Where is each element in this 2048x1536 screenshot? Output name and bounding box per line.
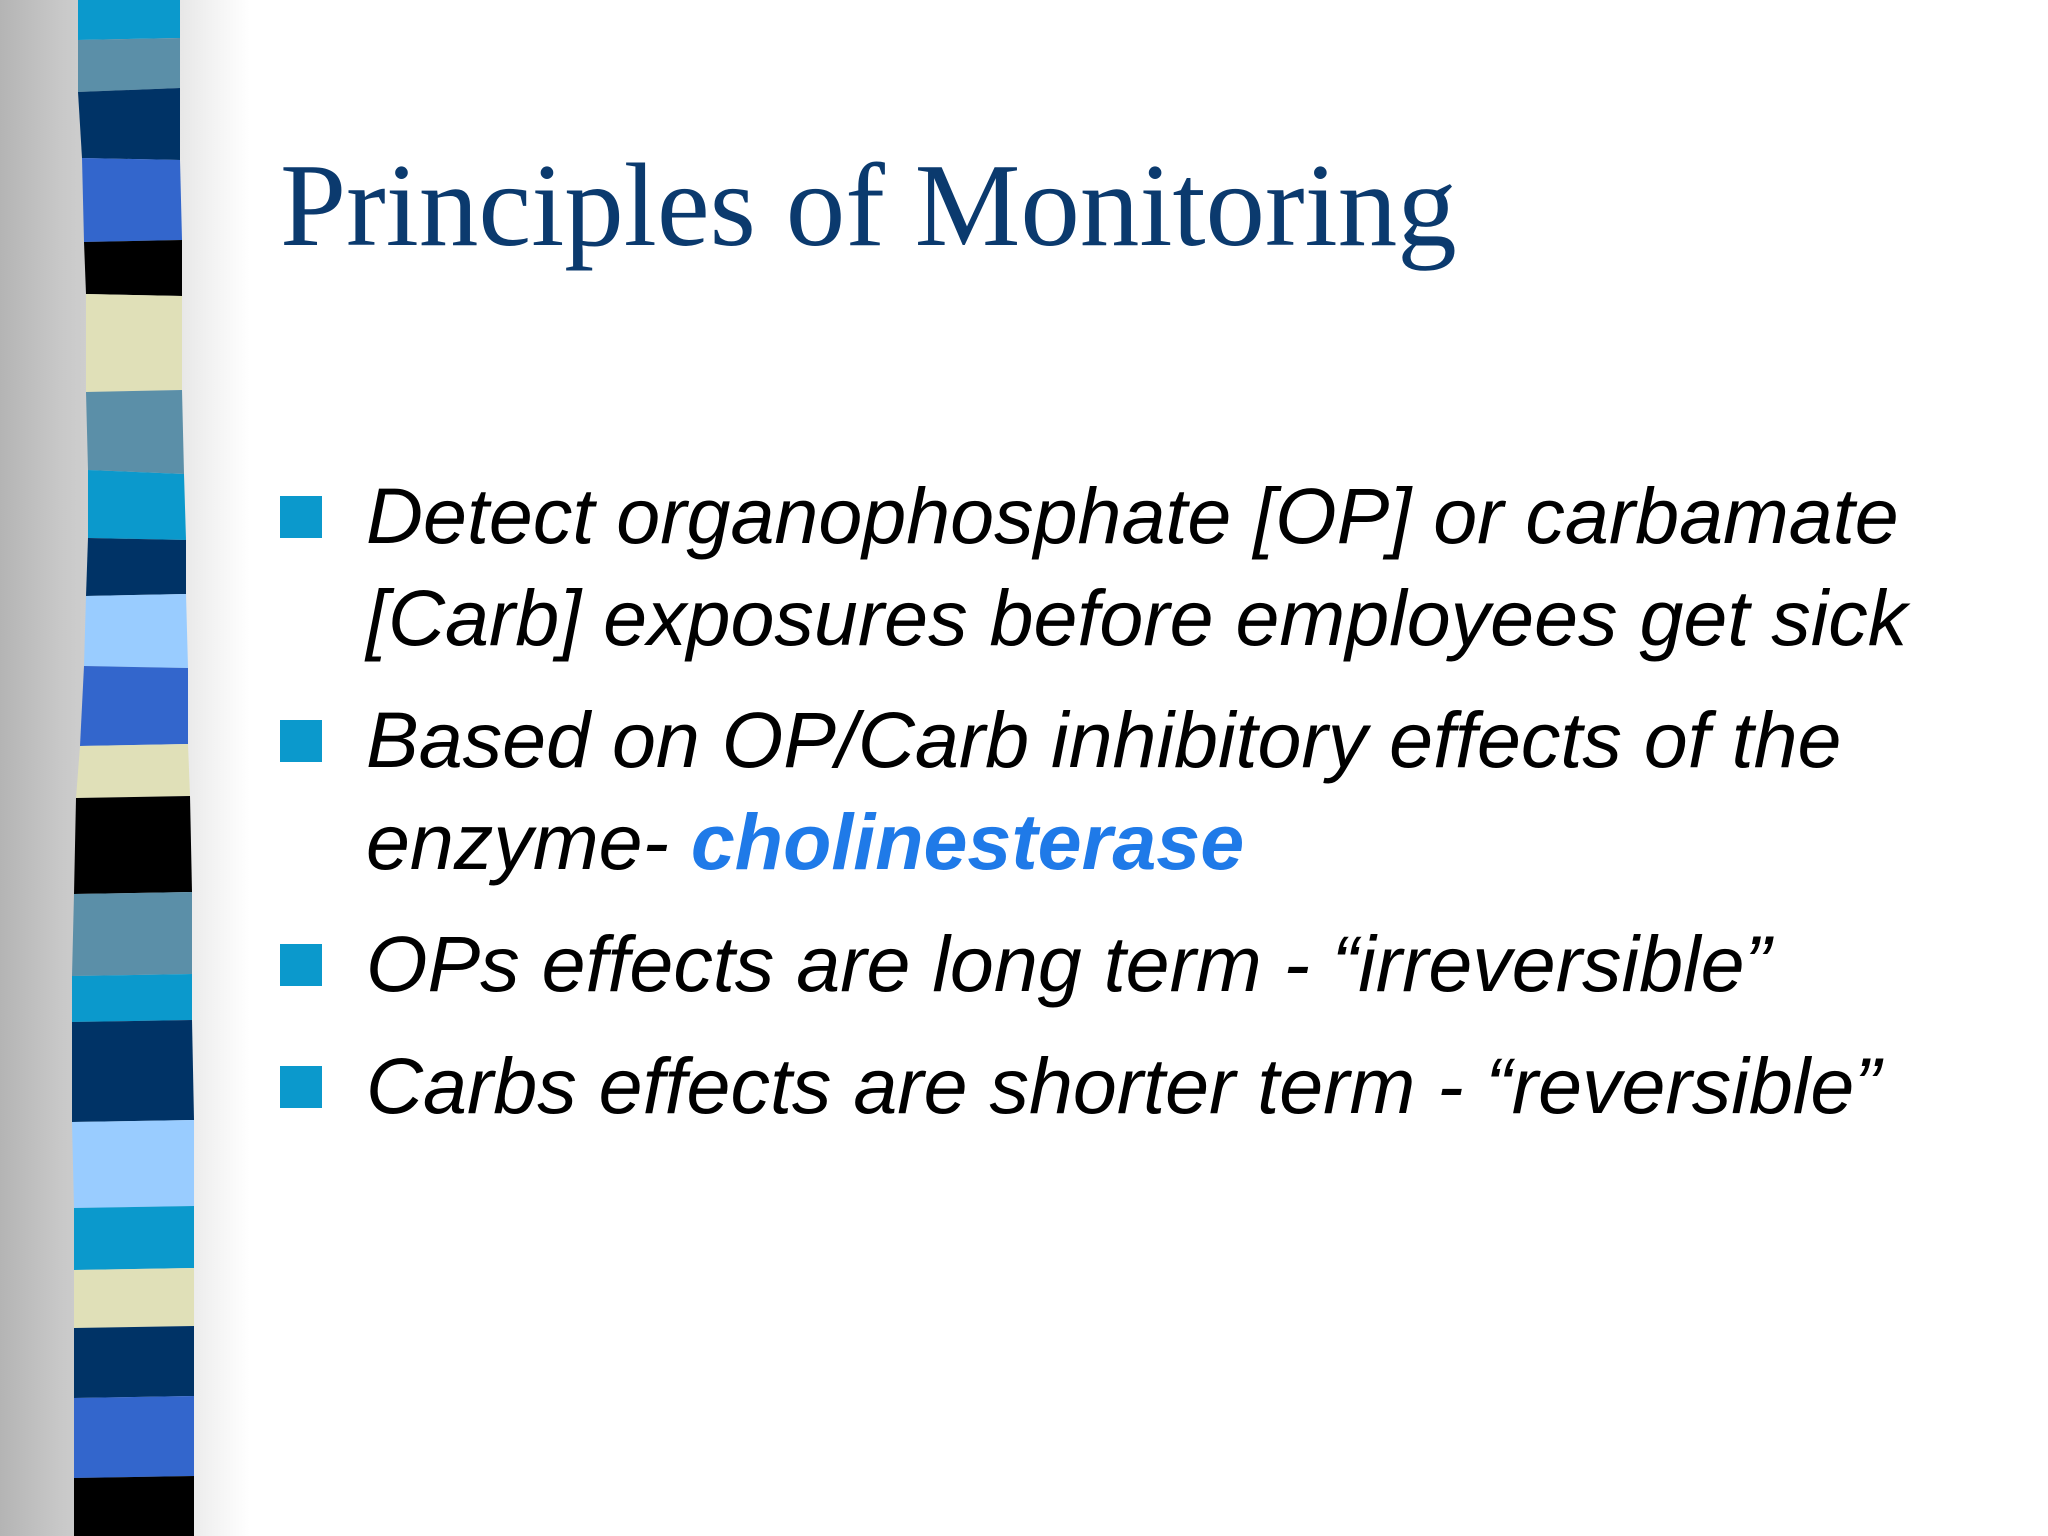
slide-title: Principles of Monitoring	[280, 139, 1457, 271]
highlight-term: cholinesterase	[690, 797, 1245, 886]
stripe-block	[86, 294, 182, 392]
stripe-block	[72, 1020, 194, 1122]
bullet-item	[280, 913, 2000, 1015]
bullet-item	[280, 689, 2000, 893]
decorative-stripe	[70, 0, 200, 1536]
stripe-block	[80, 666, 188, 746]
stripe-block	[86, 538, 186, 596]
stripe-block	[74, 796, 192, 894]
stripe-block	[78, 0, 180, 40]
stripe-block	[74, 1268, 194, 1328]
square-bullet-icon	[280, 944, 322, 986]
bullet-text: Detect organophosphate [OP] or carbamate [Carb] exposures before employees get sick	[366, 471, 1908, 662]
stripe-block	[74, 1476, 194, 1536]
bullet-text: Based on OP/Carb inhibitory effects of the enzyme-	[366, 695, 1842, 886]
stripe-block	[74, 1206, 194, 1270]
stripe-block	[72, 1120, 194, 1208]
stripe-graphic	[70, 0, 200, 1536]
stripe-block	[78, 88, 180, 160]
bullet-list	[280, 465, 2000, 1157]
stripe-block	[72, 974, 192, 1022]
bullet-text: Carbs effects are shorter term - “reversible”	[366, 1041, 1881, 1130]
bullet-item	[280, 465, 2000, 669]
stripe-block	[82, 158, 182, 242]
bullet-text: OPs effects are long term - “irreversible”	[366, 919, 1771, 1008]
square-bullet-icon	[280, 496, 322, 538]
stripe-block	[72, 892, 192, 976]
stripe-block	[88, 470, 186, 540]
square-bullet-icon	[280, 720, 322, 762]
stripe-block	[74, 1326, 194, 1398]
square-bullet-icon	[280, 1066, 322, 1108]
stripe-block	[84, 594, 188, 668]
stripe-block	[78, 38, 180, 92]
stripe-block	[86, 390, 184, 474]
stripe-block	[84, 240, 182, 296]
bullet-item	[280, 1035, 2000, 1137]
stripe-block	[74, 1396, 194, 1478]
stripe-block	[76, 744, 190, 798]
